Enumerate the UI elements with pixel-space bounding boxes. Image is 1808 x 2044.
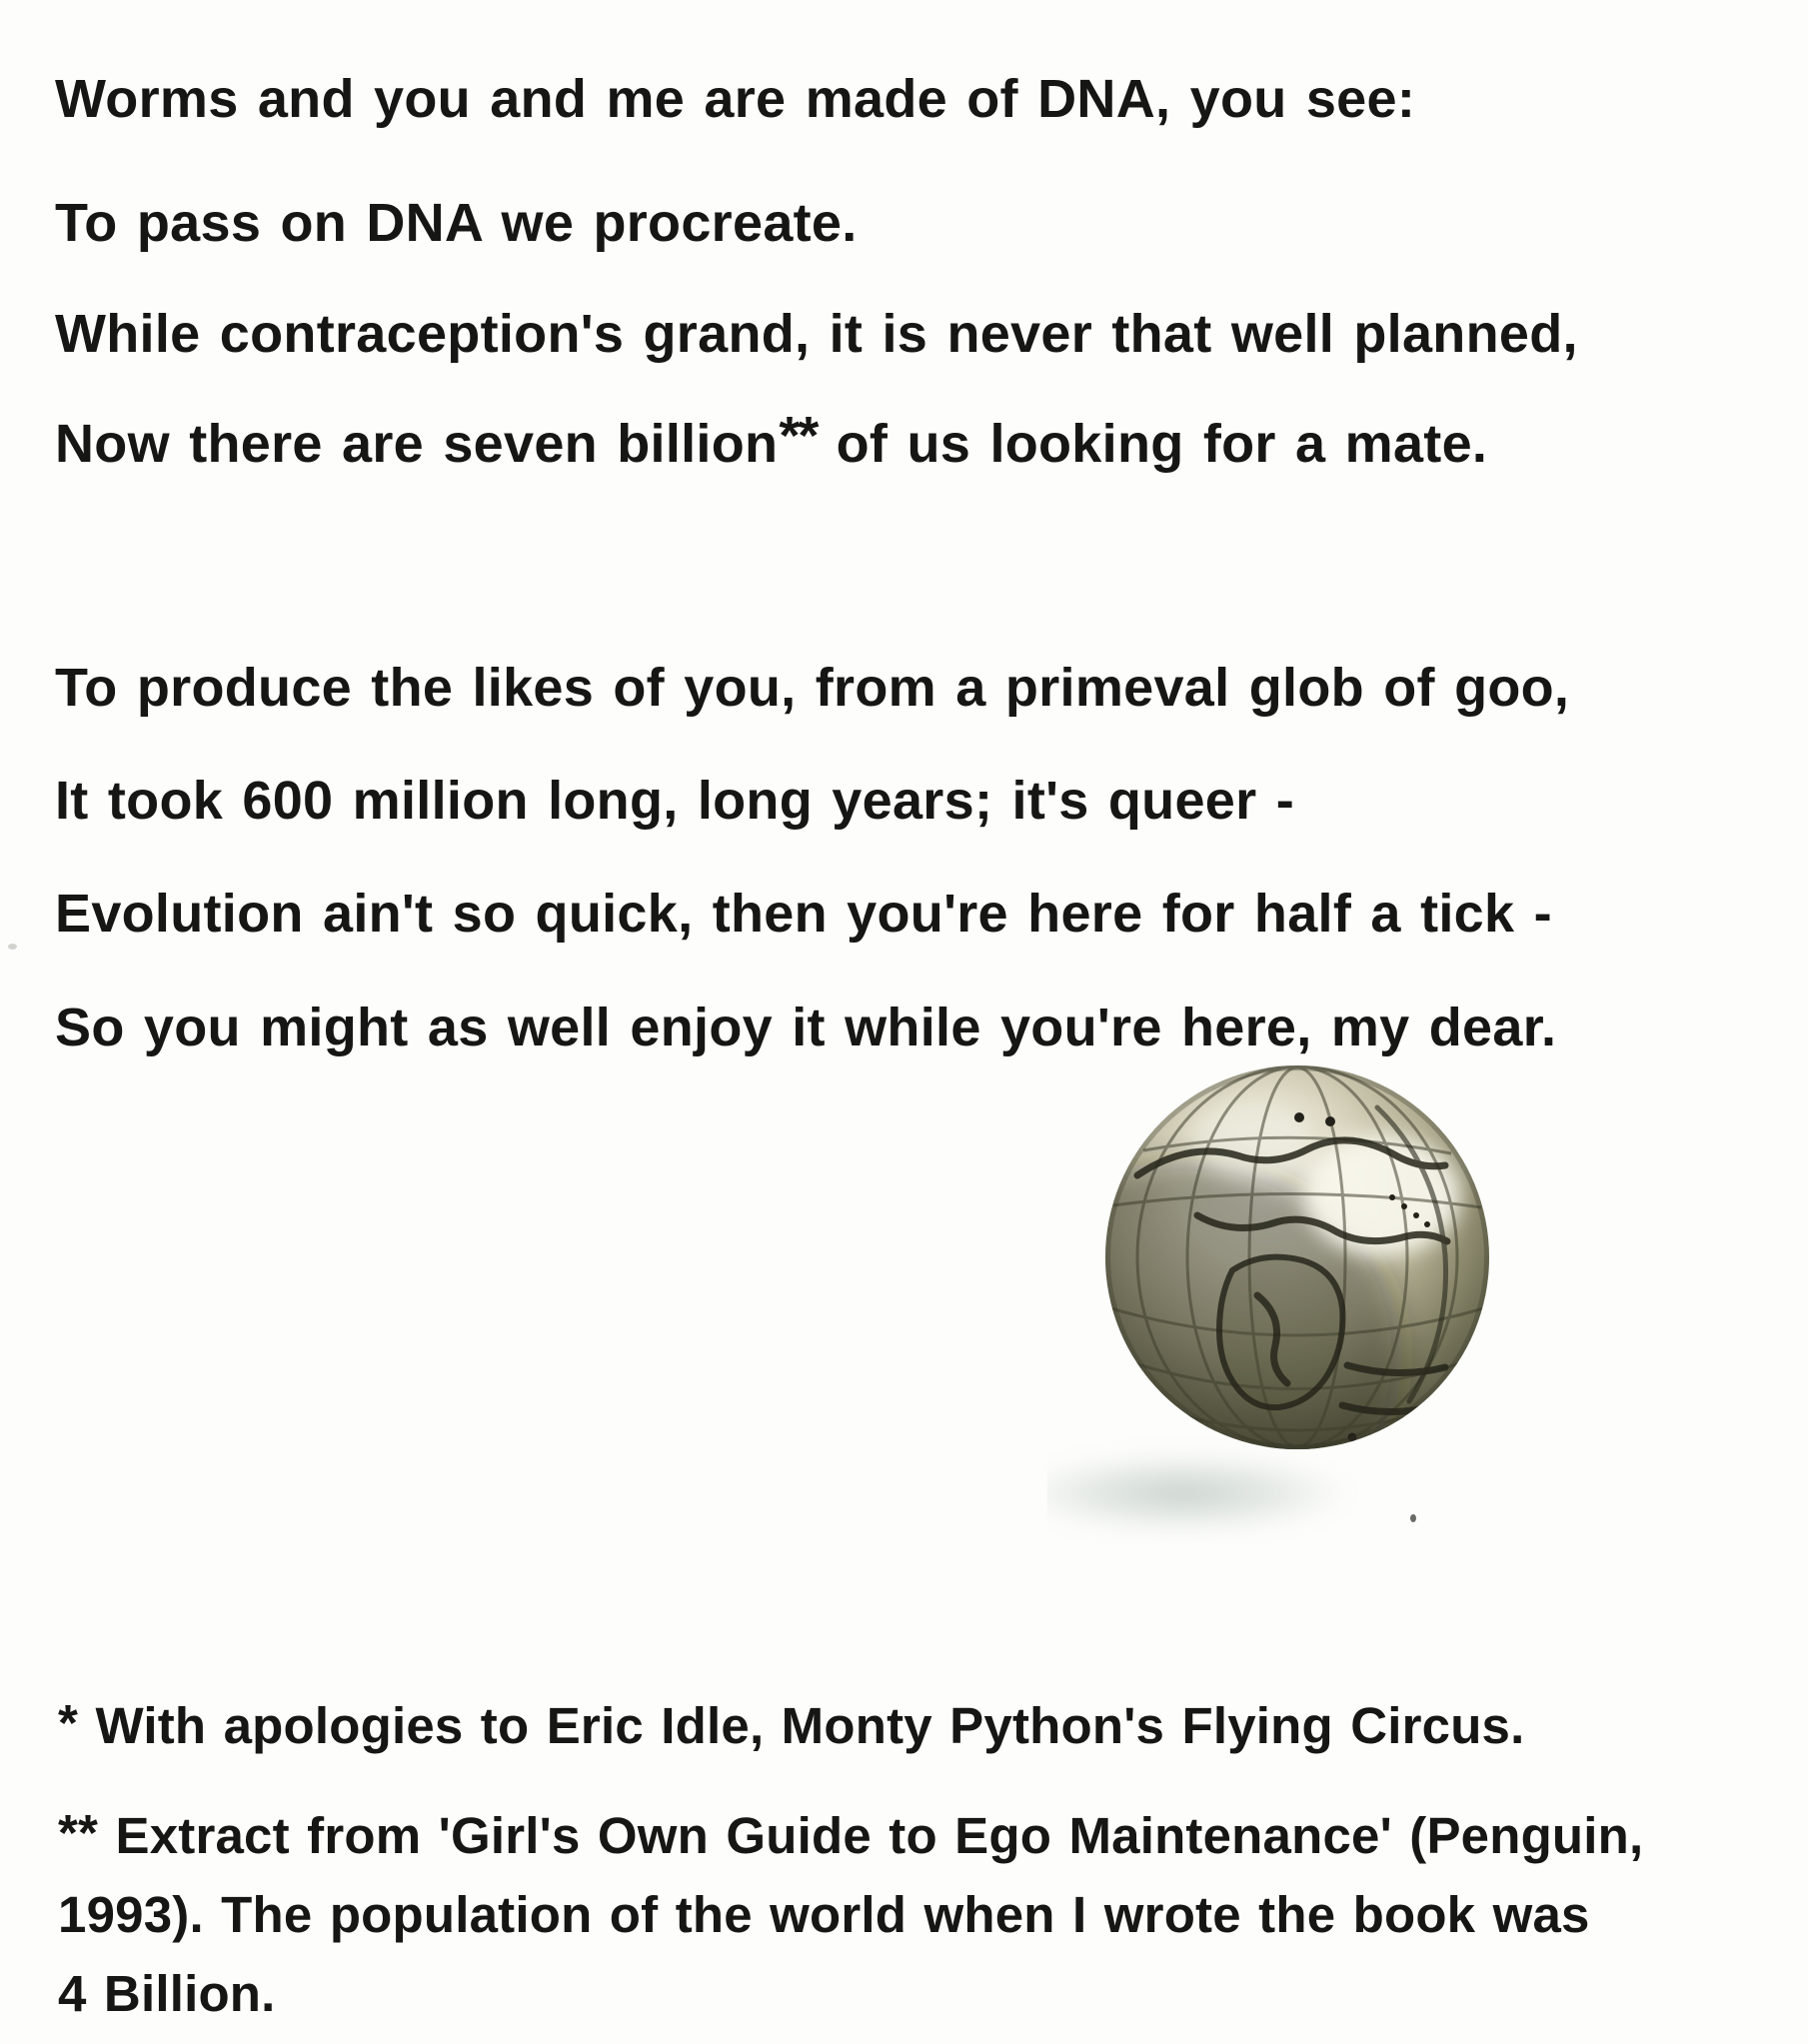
poem-line: To pass on DNA we procreate. [55, 193, 858, 253]
footnote-2 [58, 1796, 1643, 2033]
poem-line: While contraception's grand, it is never that well planned, [55, 304, 1578, 364]
globe-photo [1047, 1045, 1517, 1545]
footnote-text-line: 1993). The population of the world when I wrote the book was [58, 1886, 1590, 1943]
poem-line: So you might as well enjoy it while you're here, my dear. [55, 998, 1557, 1057]
scan-speck [1410, 1514, 1416, 1522]
footnote-marker: * [58, 1694, 79, 1752]
footnote-text: With apologies to Eric Idle, Monty Python's Flying Circus. [95, 1697, 1525, 1754]
scan-speck [8, 944, 17, 950]
poem-line: Evolution ain't so quick, then you're here for half a tick - [55, 884, 1552, 944]
footnote-reference-asterisks: ** [779, 406, 818, 467]
poem-line-text: of us looking for a mate. [817, 414, 1488, 474]
footnote-1 [58, 1686, 1525, 1765]
poem-line-text: Now there are seven billion [55, 414, 779, 474]
footnote-text-line: Extract from 'Girl's Own Guide to Ego Maintenance' (Penguin, [115, 1807, 1644, 1864]
footnote-text-line: 4 Billion. [58, 1965, 276, 2022]
poem-line: It took 600 million long, long years; it's queer - [55, 771, 1295, 831]
poem-line: To produce the likes of you, from a primeval glob of goo, [55, 658, 1570, 718]
globe-ground-shadow [1047, 1453, 1350, 1533]
poem-line [55, 406, 1488, 474]
footnote-marker: ** [58, 1804, 99, 1862]
poem-line: Worms and you and me are made of DNA, you see: [55, 69, 1416, 129]
